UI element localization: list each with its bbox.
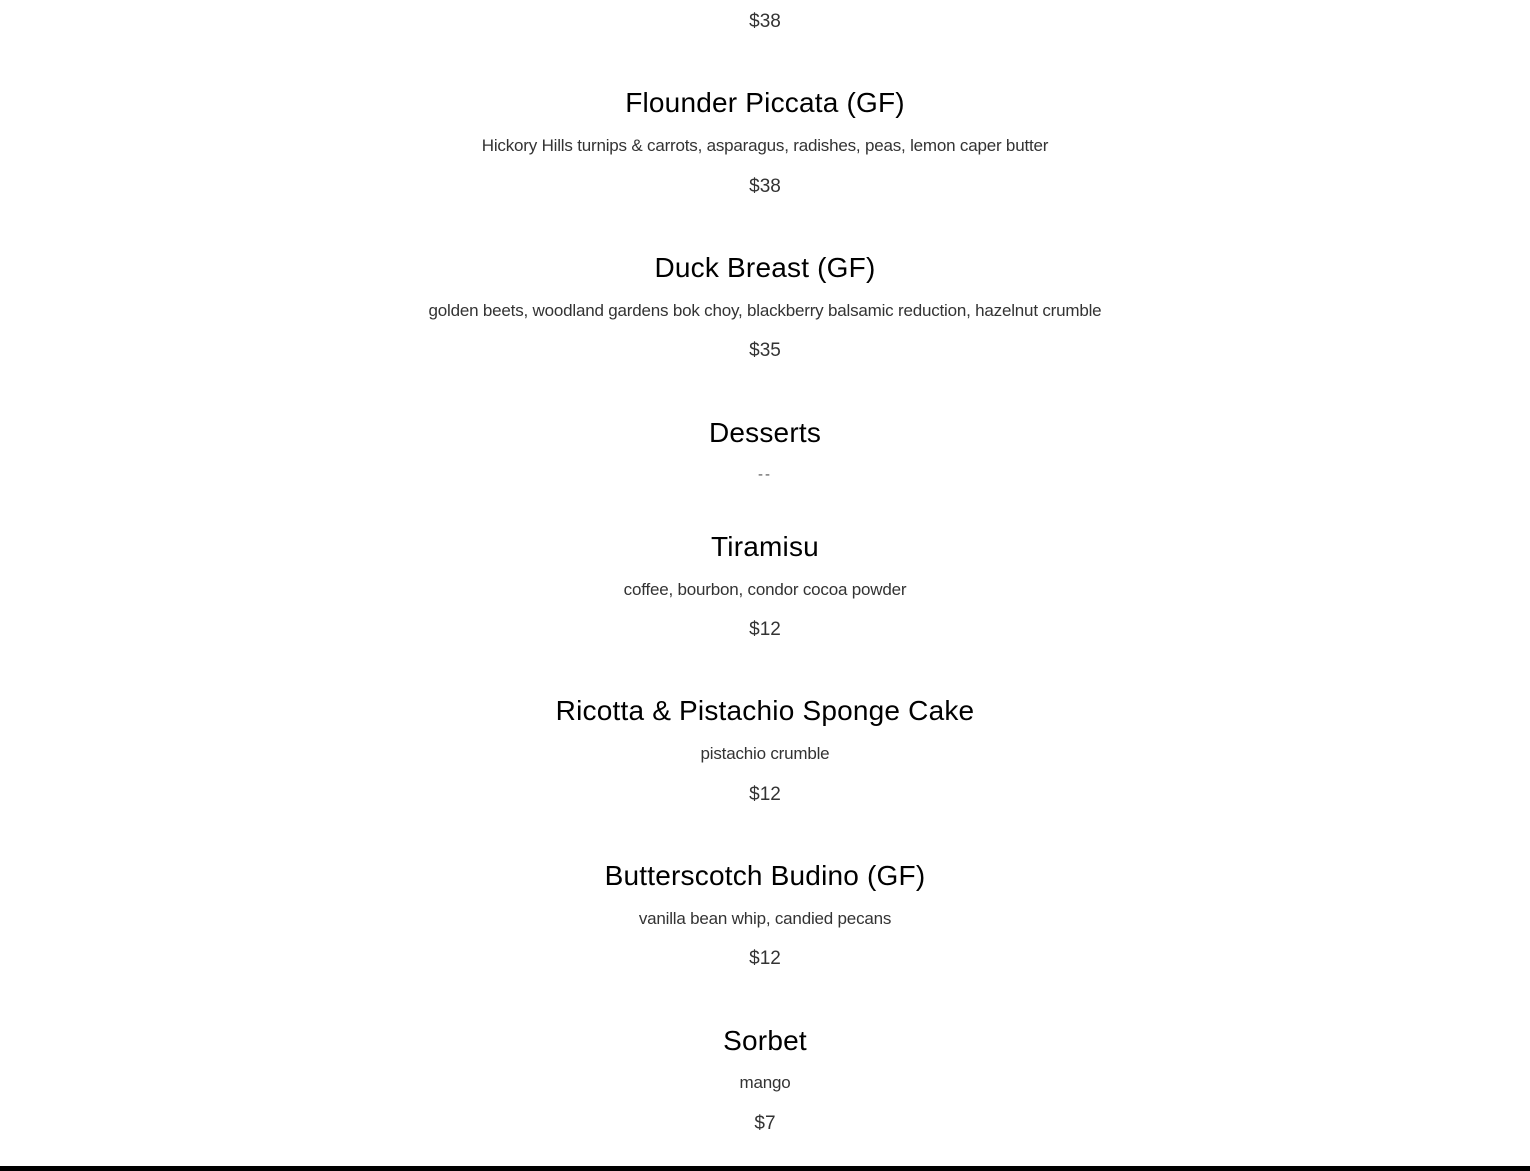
dessert-item-price: $7 <box>754 1113 776 1134</box>
menu-item-price: $35 <box>749 340 781 361</box>
bottom-divider <box>0 1166 1530 1171</box>
menu-item-price: $38 <box>749 176 781 197</box>
dessert-item-price: $12 <box>749 948 781 969</box>
dessert-item-title: Sorbet <box>723 1025 807 1056</box>
menu-item-description: golden beets, woodland gardens bok choy, blackberry balsamic reduction, hazelnut crumble <box>428 301 1102 320</box>
dessert-item-price: $12 <box>749 619 781 640</box>
dessert-item-description: pistachio crumble <box>700 744 830 763</box>
section-separator: -- <box>758 466 772 483</box>
section-heading-desserts: Desserts <box>708 417 822 448</box>
dessert-item-description: mango <box>739 1073 791 1092</box>
dessert-item-description: vanilla bean whip, candied pecans <box>638 909 892 928</box>
dessert-item-description: coffee, bourbon, condor cocoa powder <box>623 580 907 599</box>
menu-item-title: Flounder Piccata (GF) <box>625 87 905 118</box>
menu-item-price: $38 <box>749 11 781 32</box>
dessert-item-price: $12 <box>749 784 781 805</box>
dessert-item-title: Butterscotch Budino (GF) <box>604 860 926 891</box>
dessert-item-title: Ricotta & Pistachio Sponge Cake <box>555 695 975 726</box>
menu-item-title: Duck Breast (GF) <box>654 252 876 283</box>
dessert-item-title: Tiramisu <box>711 531 819 562</box>
menu-item-description: Hickory Hills turnips & carrots, asparagus, radishes, peas, lemon caper butter <box>481 136 1049 155</box>
